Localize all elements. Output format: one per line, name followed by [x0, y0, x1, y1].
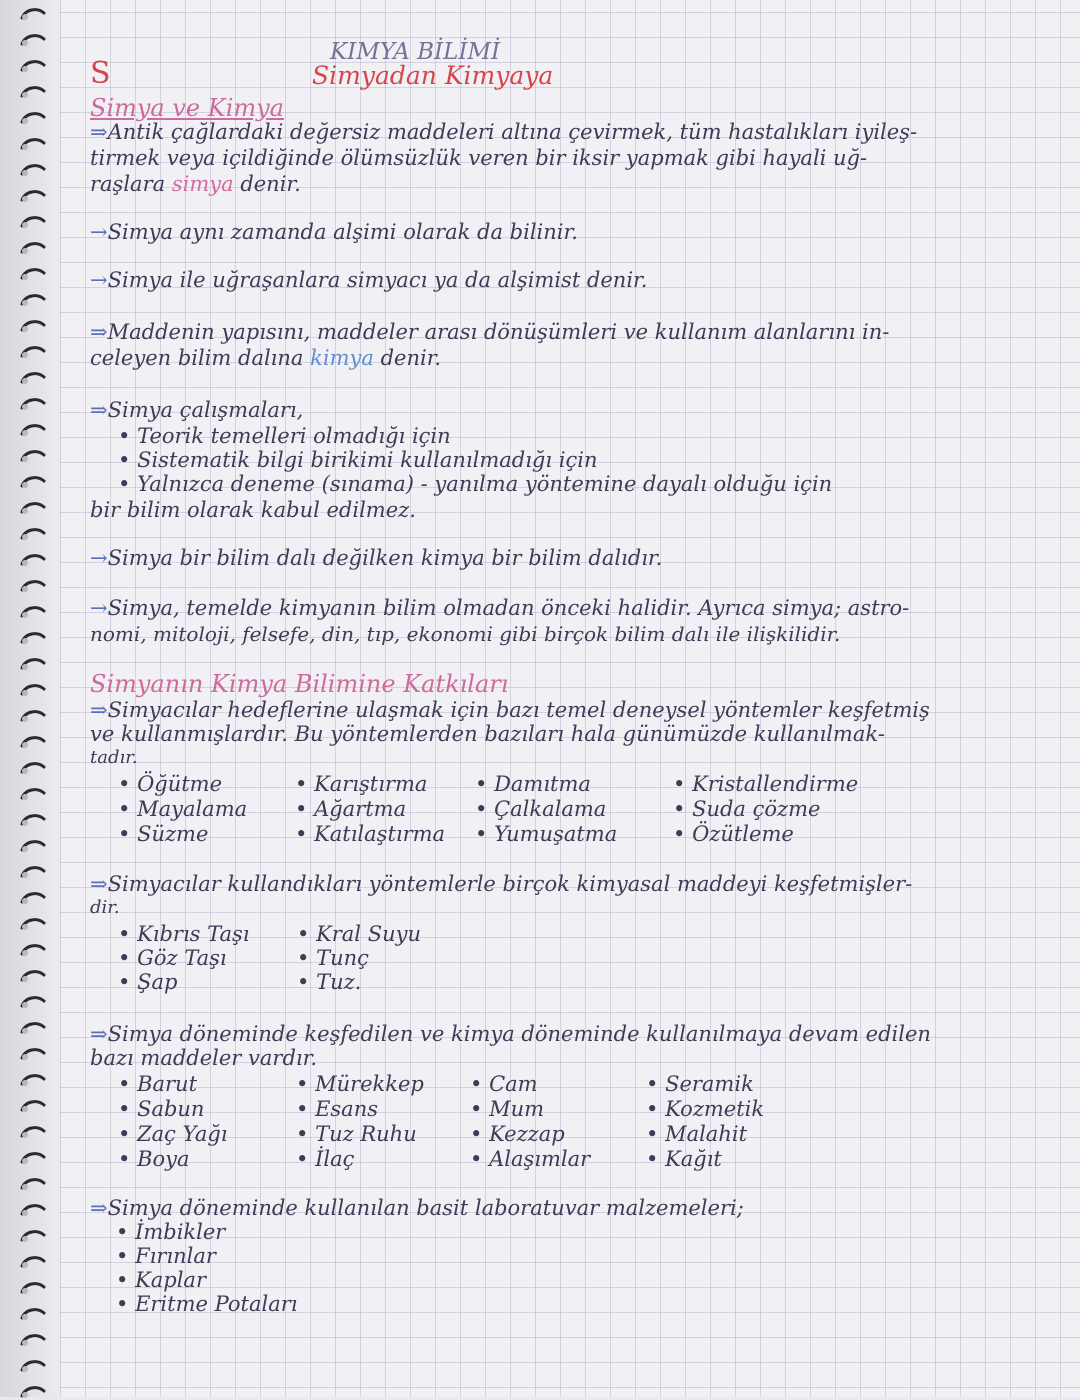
material-item: • Sabun [118, 1097, 204, 1121]
substance-item: • Tunç [297, 946, 369, 970]
paragraph: ⇒Maddenin yapısını, maddeler arası dönüşümleri ve kullanım alanlarını in- [90, 320, 890, 344]
spiral-coil-icon [20, 1020, 46, 1036]
lab-item: • Fırınlar [116, 1244, 216, 1268]
paragraph-line: celeyen bilim dalına kimya denir. [90, 346, 442, 370]
method-item: • Kristallendirme [673, 772, 858, 796]
spiral-coil-icon [20, 1228, 46, 1244]
paragraph: ⇒Simya döneminde keşfedilen ve kimya döneminde kullanılmaya devam edilen [90, 1022, 931, 1046]
spiral-binding [0, 0, 60, 1397]
lab-item: • İmbikler [116, 1220, 225, 1244]
spiral-coil-icon [20, 1150, 46, 1166]
spiral-coil-icon [20, 162, 46, 178]
material-item: • Tuz Ruhu [296, 1122, 417, 1146]
spiral-coil-icon [20, 214, 46, 230]
material-item: • Mum [470, 1097, 544, 1121]
topic-title: Simyadan Kimyaya [312, 61, 554, 90]
spiral-coil-icon [20, 448, 46, 464]
spiral-coil-icon [20, 1384, 46, 1400]
arrow-icon: ⇒ [90, 398, 108, 422]
material-item: • Seramik [646, 1072, 754, 1096]
method-item: • Özütleme [673, 822, 794, 846]
material-item: • Kezzap [470, 1122, 565, 1146]
spiral-coil-icon [20, 682, 46, 698]
spiral-coil-icon [20, 526, 46, 542]
spiral-coil-icon [20, 1098, 46, 1114]
spiral-coil-icon [20, 812, 46, 828]
paragraph-line: tirmek veya içildiğinde ölümsüzlük veren bir iksir yapmak gibi hayali uğ- [90, 146, 868, 170]
arrow-icon: → [90, 546, 108, 570]
material-item: • Boya [118, 1147, 190, 1171]
method-item: • Öğütme [118, 772, 222, 796]
section-heading: Simya ve Kimya [90, 94, 284, 122]
spiral-coil-icon [20, 1072, 46, 1088]
arrow-icon: ⇒ [90, 1022, 108, 1046]
spiral-coil-icon [20, 708, 46, 724]
substance-item: • Tuz. [297, 970, 361, 994]
spiral-coil-icon [20, 838, 46, 854]
spiral-coil-icon [20, 240, 46, 256]
section-heading: Simyanın Kimya Bilimine Katkıları [90, 670, 509, 698]
spiral-coil-icon [20, 1332, 46, 1348]
spiral-coil-icon [20, 604, 46, 620]
arrow-icon: ⇒ [90, 1196, 108, 1220]
substance-item: • Göz Taşı [118, 946, 227, 970]
spiral-coil-icon [20, 1046, 46, 1062]
substance-item: • Kral Suyu [297, 922, 421, 946]
substance-item: • Şap [118, 970, 177, 994]
spiral-coil-icon [20, 370, 46, 386]
spiral-coil-icon [20, 188, 46, 204]
spiral-coil-icon [20, 84, 46, 100]
arrow-icon: ⇒ [90, 120, 108, 144]
paragraph: ⇒Simyacılar kullandıkları yöntemlerle birçok kimyasal maddeyi keşfetmişler- [90, 872, 913, 896]
spiral-coil-icon [20, 136, 46, 152]
lab-item: • Kaplar [116, 1268, 206, 1292]
list-item: • Yalnızca deneme (sınama) - yanılma yöntemine dayalı olduğu için [118, 472, 832, 496]
material-item: • Barut [118, 1072, 197, 1096]
list-item: • Teorik temelleri olmadığı için [118, 424, 451, 448]
paragraph: →Simya bir bilim dalı değilken kimya bir bilim dalıdır. [90, 546, 663, 570]
paragraph: →Simya ile uğraşanlara simyacı ya da alşimist denir. [90, 268, 648, 292]
section-mark: S [90, 56, 111, 91]
method-item: • Katılaştırma [295, 822, 445, 846]
spiral-coil-icon [20, 864, 46, 880]
paragraph: ⇒Simya döneminde kullanılan basit laboratuvar malzemeleri; [90, 1196, 744, 1220]
lab-item: • Eritme Potaları [116, 1292, 297, 1316]
spiral-coil-icon [20, 266, 46, 282]
spiral-coil-icon [20, 786, 46, 802]
spiral-coil-icon [20, 578, 46, 594]
spiral-coil-icon [20, 422, 46, 438]
paragraph-line: dir. [90, 897, 120, 918]
spiral-coil-icon [20, 552, 46, 568]
spiral-coil-icon [20, 1280, 46, 1296]
method-item: • Süzme [118, 822, 208, 846]
spiral-coil-icon [20, 396, 46, 412]
spiral-coil-icon [20, 734, 46, 750]
method-item: • Damıtma [475, 772, 591, 796]
spiral-coil-icon [20, 1254, 46, 1270]
spiral-coil-icon [20, 32, 46, 48]
spiral-coil-icon [20, 760, 46, 776]
spiral-coil-icon [20, 474, 46, 490]
paragraph: →Simya aynı zamanda alşimi olarak da bilinir. [90, 220, 578, 244]
method-item: • Ağartma [295, 797, 406, 821]
spiral-coil-icon [20, 500, 46, 516]
paragraph-line: bazı maddeler vardır. [90, 1046, 318, 1070]
method-item: • Karıştırma [295, 772, 427, 796]
material-item: • Cam [470, 1072, 538, 1096]
paragraph-line: bir bilim olarak kabul edilmez. [90, 498, 416, 522]
spiral-coil-icon [20, 916, 46, 932]
paragraph-line: tadır. [90, 747, 138, 768]
material-item: • İlaç [296, 1147, 354, 1171]
substance-item: • Kıbrıs Taşı [118, 922, 250, 946]
spiral-coil-icon [20, 1202, 46, 1218]
paragraph: ⇒Simya çalışmaları, [90, 398, 304, 422]
list-item: • Sistematik bilgi birikimi kullanılmadığı için [118, 448, 597, 472]
spiral-coil-icon [20, 58, 46, 74]
material-item: • Malahit [646, 1122, 747, 1146]
material-item: • Zaç Yağı [118, 1122, 228, 1146]
spiral-coil-icon [20, 890, 46, 906]
paragraph: ⇒Simyacılar hedeflerine ulaşmak için bazı temel deneysel yöntemler keşfetmiş [90, 698, 930, 722]
paragraph-line: raşlara simya denir. [90, 172, 301, 196]
arrow-icon: ⇒ [90, 320, 108, 344]
spiral-coil-icon [20, 1358, 46, 1374]
method-item: • Suda çözme [673, 797, 820, 821]
term-kimya: kimya [310, 346, 374, 370]
paragraph: ⇒Antik çağlardaki değersiz maddeleri altına çevirmek, tüm hastalıkları iyileş- [90, 120, 918, 144]
spiral-coil-icon [20, 630, 46, 646]
material-item: • Kağıt [646, 1147, 722, 1171]
material-item: • Kozmetik [646, 1097, 764, 1121]
arrow-icon: → [90, 268, 108, 292]
spiral-coil-icon [20, 1176, 46, 1192]
spiral-coil-icon [20, 292, 46, 308]
material-item: • Alaşımlar [470, 1147, 590, 1171]
spiral-coil-icon [20, 968, 46, 984]
spiral-coil-icon [20, 344, 46, 360]
method-item: • Mayalama [118, 797, 247, 821]
spiral-coil-icon [20, 994, 46, 1010]
paragraph: →Simya, temelde kimyanın bilim olmadan önceki halidir. Ayrıca simya; astro- [90, 596, 910, 620]
term-simya: simya [171, 172, 234, 196]
spiral-coil-icon [20, 318, 46, 334]
arrow-icon: → [90, 220, 108, 244]
method-item: • Çalkalama [475, 797, 606, 821]
spiral-coil-icon [20, 656, 46, 672]
material-item: • Esans [296, 1097, 378, 1121]
spiral-coil-icon [20, 1306, 46, 1322]
arrow-icon: ⇒ [90, 872, 108, 896]
material-item: • Mürekkep [296, 1072, 424, 1096]
spiral-coil-icon [20, 110, 46, 126]
arrow-icon: ⇒ [90, 698, 108, 722]
unit-title: KIMYA BİLİMİ [330, 39, 501, 65]
spiral-coil-icon [20, 942, 46, 958]
spiral-coil-icon [20, 6, 46, 22]
paragraph-line: nomi, mitoloji, felsefe, din, tıp, ekonomi gibi birçok bilim dalı ile ilişkilidir. [90, 622, 841, 646]
method-item: • Yumuşatma [475, 822, 617, 846]
arrow-icon: → [90, 596, 108, 620]
spiral-coil-icon [20, 1124, 46, 1140]
paragraph-line: ve kullanmışlardır. Bu yöntemlerden bazıları hala günümüzde kullanılmak- [90, 722, 885, 746]
